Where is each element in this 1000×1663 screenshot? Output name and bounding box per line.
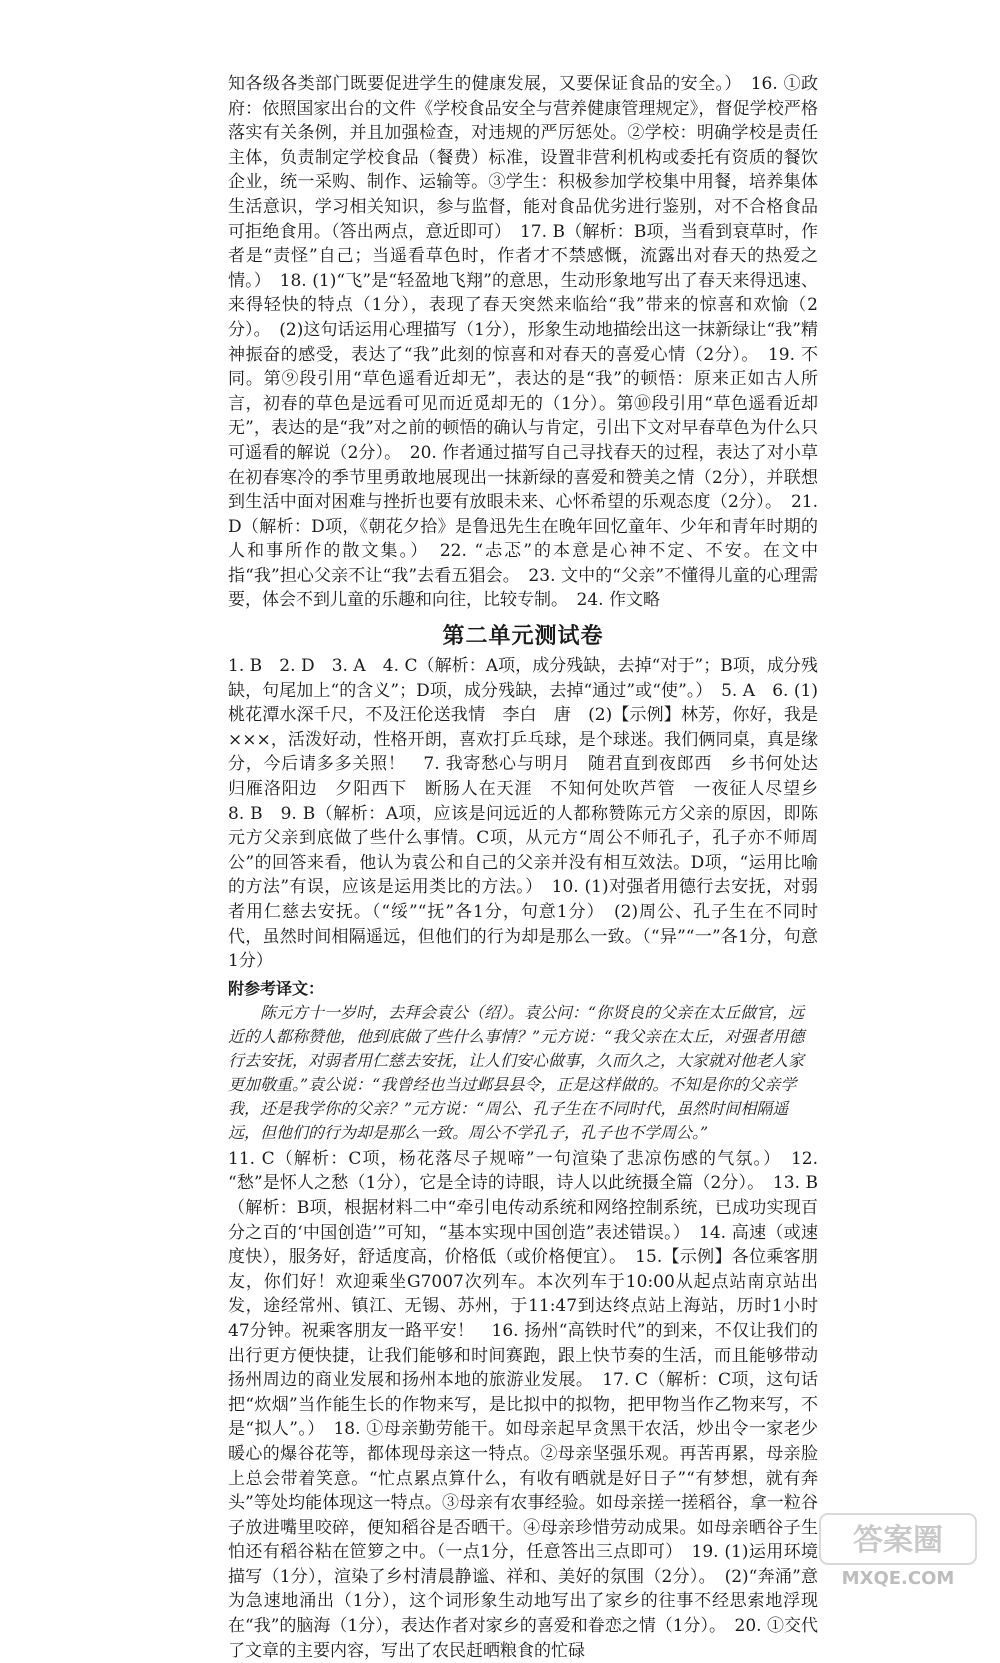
section-title-unit2: 第二单元测试卷 (442, 624, 604, 650)
watermark-logo (818, 1512, 978, 1590)
answers-unit2-part2: 11. C（解析：C项，杨花落尽子规啼”一句渲染了悲凉伤感的气氛。） 12. “愁”是怀人之愁（1分），它是全诗的诗眼，诗人以此统摄全篇（2分）。 13. B（解析：B项，根据材料二中“牵引电传动系统和网络控制系统，已成功实现百分之百的‘中国创造’”可知，“基本实现中国创造”表述错误。） 14. 高速（或速度快），服务好，舒适度高，价格低（或价格便宜）。 15.【示例】各位乘客朋友，你们好！欢迎乘坐G7007次列车。本次列车于10:00从起点站南京站出发，途经常州、镇江、无锡、苏州，于11:47到达终点站上海站，历时1小时47分钟。祝乘客朋友一路平安！ 16. 扬州“高铁时代”的到来，不仅让我们的出行更方便快捷，让我们能够和时间赛跑，跟上快节奏的生活，而且能够带动扬州周边的商业发展和扬州本地的旅游业发展。 17. C（解析：C项，这句话把“炊烟”当作能生长的作物来写，是比拟中的拟物，把甲物当作乙物来写，不是“拟人”。） 18. ①母亲勤劳能干。如母亲起早贪黑干农活，炒出令一家老少暖心的爆谷花等，都体现母亲这一特点。②母亲坚强乐观。再苦再累，母亲脸上总会带着笑意。“忙点累点算什么，有收有晒就是好日子”“有梦想，就有奔头”等处均能体现这一特点。③母亲有农事经验。如母亲搓一搓稻谷，拿一粒谷子放进嘴里咬碎，便知稻谷是否晒干。④母亲珍惜劳动成果。如母亲晒谷子生怕还有稻谷粘在笸箩之中。（一点1分，任意答出三点即可） 19. (1)运用环境描写（1分），渲染了乡村清晨静谧、祥和、美好的氛围（2分）。 (2)“奔涌”意为急速地涌出（1分），这个词形象生动地写出了家乡的往事不经思索地浮现在“我”的脑海（1分），表达作者对家乡的喜爱和眷恋之情（1分）。 20. ①交代了文章的主要内容，写出了农民赶晒粮食的忙碌 (228, 1148, 818, 1661)
reference-translation-text: 陈元方十一岁时，去拜会袁公（绍）。袁公问：“你贤良的父亲在太丘做官，远近的人都称赞他，他到底做了些什么事情？”元方说：“我父亲在太丘，对强者用德行去安抚，对弱者用仁慈去安抚，让人们安心做事，久而久之，大家就对他老人家更加敬重。”袁公说：“我曾经也当过邺县县令，正是这样做的。不知是你的父亲学我，还是我学你的父亲？”元方说：“周公、孔子生在不同时代，虽然时间相隔遥远，但他们的行为却是那么一致。周公不学孔子，孔子也不学周公。” (228, 1002, 805, 1142)
answers-unit1-part: 知各级各类部门既要促进学生的健康发展，又要保证食品的安全。） 16. ①政府：依照国家出台的文件《学校食品安全与营养健康管理规定》，督促学校严格落实有关条例，并且加强检查，对违规的严厉惩处。②学校：明确学校是责任主体，负责制定学校食品（餐费）标准，设置非营利机构或委托有资质的餐饮企业，统一采购、制作、运输等。③学生：积极参加学校集中用餐，培养集体生活意识，学习相关知识，参与监督，能对食品优劣进行鉴别，对不合格食品可拒绝食用。（答出两点，意近即可） 17. B（解析：B项，当看到衰草时，作者是“责怪”自己；当遥看草色时，作者才不禁感慨，流露出对春天的热爱之情。） 18. (1)“飞”是“轻盈地飞翔”的意思，生动形象地写出了春天来得迅速、来得轻快的特点（1分），表现了春天突然来临给“我”带来的惊喜和欢愉（2分）。 (2)这句话运用心理描写（1分），形象生动地描绘出这一抹新绿让“我”精神振奋的感受，表达了“我”此刻的惊喜和对春天的喜爱心情（2分）。 19. 不同。第⑨段引用“草色遥看近却无”，表达的是“我”的顿悟：原来正如古人所言，初春的草色是远看可见而近觅却无的（1分）。第⑩段引用“草色遥看近却无”，表达的是“我”对之前的顿悟的确认与肯定，引出下文对早春草色为什么只可遥看的解说（2分）。 20. 作者通过描写自己寻找春天的过程，表达了对小草在初春寒冷的季节里勇敢地展现出一抹新绿的喜爱和赞美之情（2分），并联想到生活中面对困难与挫折也要有放眼未来、心怀希望的乐观态度（2分）。 21. D（解析：D项，《朝花夕拾》是鲁迅先生在晚年回忆童年、少年和青年时期的人和事所作的散文集。） 22. “忐忑”的本意是心神不定、不安。在文中指“我”担心父亲不让“我”去看五猖会。 23. 文中的“父亲”不懂得儿童的心理需要，体会不到儿童的乐趣和向往，比较专制。 24. 作文略 (228, 74, 818, 611)
answers-unit2-part1: 1. B 2. D 3. A 4. C（解析：A项，成分残缺，去掉“对于”；B项，成分残缺，句尾加上“的含义”；D项，成分残缺，去掉“通过”或“使”。） 5. A 6. (1)桃花潭水深千尺，不及汪伦送我情 李白 唐 (2)【示例】林芳，你好，我是×××，活泼好动，性格开朗，喜欢打乒乓球，是个球迷。我们俩同桌，真是缘分，今后请多多关照！ 7. 我寄愁心与明月 随君直到夜郎西 乡书何处达 归雁洛阳边 夕阳西下 断肠人在天涯 不知何处吹芦管 一夜征人尽望乡 8. B 9. B（解析：A项，应该是问远近的人都称赞陈元方父亲的原因，即陈元方父亲到底做了些什么事情。C项，从元方“周公不师孔子，孔子亦不师周公”的回答来看，他认为袁公和自己的父亲并没有相互效法。D项，“运用比喻的方法”有误，应该是运用类比的方法。） 10. (1)对强者用德行去安抚，对弱者用仁慈去安抚。（“绥”“抚”各1分，句意1分） (2)周公、孔子生在不同时代，虽然时间相隔遥远，但他们的行为却是那么一致。（“异”“一”各1分，句意1分） (228, 656, 835, 972)
reference-translation-label: 附参考译文： (228, 978, 325, 998)
answer-column (228, 72, 835, 1663)
watermark-logo-text: 答案圈 (853, 1523, 943, 1558)
watermark-url: MXQE.COM (841, 1568, 955, 1589)
